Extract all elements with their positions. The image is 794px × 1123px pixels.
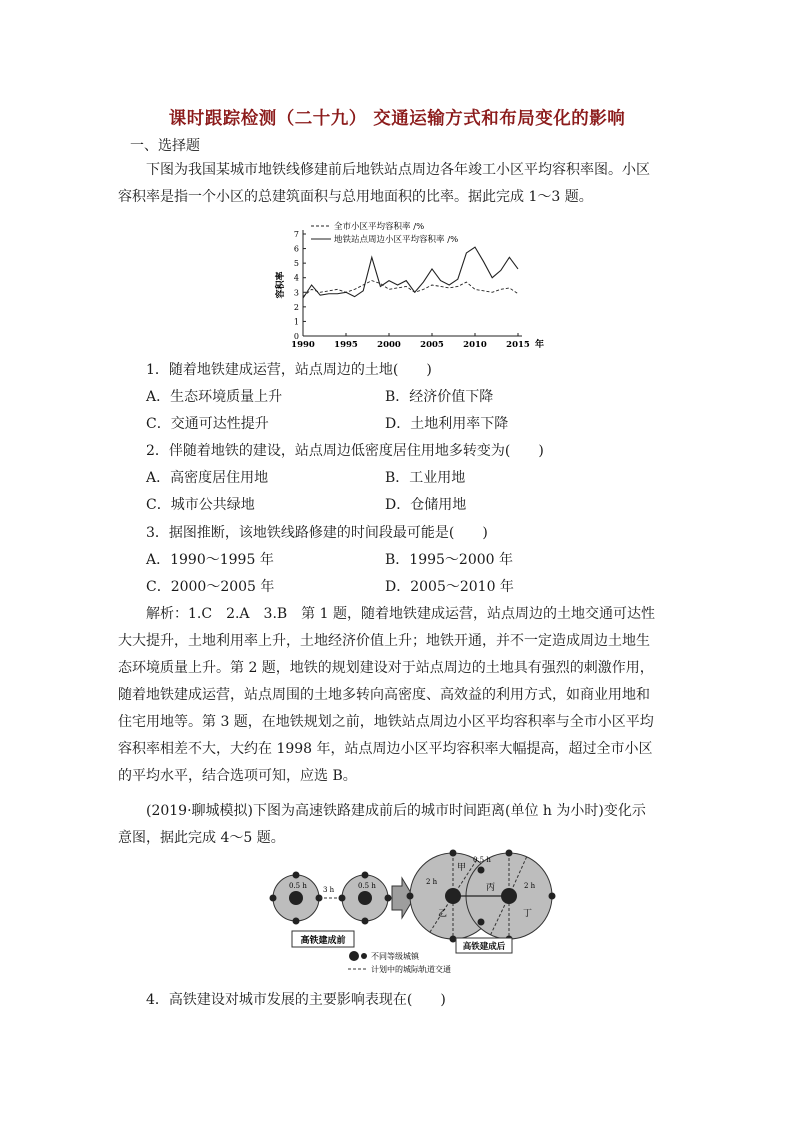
page-title: 课时跟踪检测（二十九） 交通运输方式和布局变化的影响 — [168, 109, 626, 129]
city-jia: 甲 — [457, 863, 467, 873]
after-town-dot — [478, 867, 485, 874]
line-chart — [0, 0, 794, 360]
before-town-dot — [270, 895, 277, 902]
q1-option-a[interactable]: A．生态环境质量上升 — [146, 389, 283, 405]
question-4-stem: 4．高铁建设对城市发展的主要影响表现在( ) — [146, 992, 446, 1008]
section-heading: 一、选择题 — [130, 138, 200, 154]
question-2-stem: 2．伴随着地铁的建设，站点周边低密度居住用地多转变为( ) — [146, 443, 544, 459]
before-label: 高铁建成前 — [300, 936, 346, 946]
y-tick-label: 7 — [293, 230, 299, 239]
y-tick-label: 0 — [293, 332, 299, 341]
x-tick-label: 1990 — [291, 340, 315, 350]
before-center-left — [289, 891, 303, 905]
legend-town-icon — [349, 951, 359, 961]
legend-towns: 不同等级城镇 — [371, 952, 419, 961]
x-tick-label: 2005 — [420, 340, 444, 350]
city-bing: 丙 — [486, 883, 496, 893]
x-axis-label: 年 — [535, 340, 545, 350]
after-left-label: 2 h — [426, 878, 438, 886]
x-tick-label: 1995 — [334, 340, 358, 350]
question-3-stem: 3．据图推断，该地铁线路修建的时间段最可能是( ) — [146, 525, 488, 541]
y-tick-label: 4 — [293, 273, 299, 283]
q3-option-a[interactable]: A．1990～1995 年 — [146, 552, 274, 568]
x-tick-label: 2010 — [463, 340, 487, 350]
q3-option-c[interactable]: C．2000～2005 年 — [146, 579, 275, 595]
after-town-dot — [478, 919, 485, 926]
before-center-right — [358, 891, 372, 905]
before-town-dot — [385, 895, 392, 902]
before-town-dot — [293, 872, 300, 879]
y-tick-label: 2 — [293, 302, 299, 312]
question-1-stem: 1．随着地铁建成运营，站点周边的土地( ) — [146, 362, 432, 378]
city-yi: 乙 — [438, 909, 448, 919]
intro-paragraph-2: (2019·聊城模拟)下图为高速铁路建成前后的城市时间距离(单位 h 为小时)变化示意图，据此完成 4～5 题。 — [118, 803, 646, 846]
y-tick-label: 6 — [293, 244, 299, 254]
after-town-dot — [450, 850, 457, 857]
time-distance-diagram — [0, 848, 794, 988]
after-town-dot — [407, 893, 414, 900]
y-tick-label: 5 — [293, 259, 299, 269]
city-ding: 丁 — [523, 909, 533, 919]
x-tick-label: 2000 — [377, 340, 401, 350]
after-right-label: 2 h — [524, 882, 536, 890]
q1-option-b[interactable]: B．经济价值下降 — [385, 389, 494, 405]
after-town-dot — [506, 850, 513, 857]
before-town-dot — [293, 918, 300, 925]
legend-rail: 计划中的城际轨道交通 — [371, 965, 451, 974]
after-town-dot — [450, 936, 457, 943]
q2-option-b[interactable]: B．工业用地 — [385, 470, 466, 486]
q3-option-b[interactable]: B．1995～2000 年 — [385, 552, 513, 568]
x-tick-label: 2015 — [506, 340, 530, 350]
legend-label-1: 地铁站点周边小区平均容积率 /% — [334, 235, 459, 245]
before-gap-label: 3 h — [323, 886, 335, 894]
after-city-left — [445, 888, 461, 904]
after-town-dot — [549, 893, 556, 900]
after-label: 高铁建成后 — [462, 942, 506, 952]
analysis-paragraph: 解析：1.C 2.A 3.B 第 1 题，随着地铁建成运营，站点周边的土地交通可达性大大提升，土地利用率上升，土地经济价值上升；地铁开通，并不一定造成周边土地生态环境质量上升。第 2 题，地铁的规划建设对于站点周边的土地具有强烈的刺激作用，随着地铁建成运营，站点周围的土地多转向高密度、高效益的利用方式，如商业用地和住宅用地等。第 3 题，在地铁规划之前，地铁站点周边小区平均容积率与全市小区平均容积率相差不大，大约在 1998 年，站点周边小区平均容积率大幅提高，超过全市小区的平均水平，结合选项可知，应选 B。 — [118, 606, 655, 784]
before-radius-left: 0.5 h — [289, 882, 307, 890]
legend-town-icon — [361, 953, 367, 959]
q2-option-a[interactable]: A．高密度居住用地 — [146, 470, 269, 486]
q2-option-c[interactable]: C．城市公共绿地 — [146, 497, 255, 513]
q1-option-d[interactable]: D．土地利用率下降 — [385, 416, 509, 432]
before-radius-right: 0.5 h — [358, 882, 376, 890]
y-tick-label: 3 — [293, 288, 299, 298]
q1-option-c[interactable]: C．交通可达性提升 — [146, 416, 269, 432]
q2-option-d[interactable]: D．仓储用地 — [385, 497, 467, 513]
before-town-dot — [362, 872, 369, 879]
legend-label-0: 全市小区平均容积率 /% — [334, 222, 425, 232]
y-tick-label: 1 — [293, 317, 299, 327]
after-top-label: 0.5 h — [473, 856, 491, 864]
intro-paragraph-1: 下图为我国某城市地铁线修建前后地铁站点周边各年竣工小区平均容积率图。小区容积率是指一个小区的总建筑面积与总用地面积的比率。据此完成 1～3 题。 — [118, 162, 650, 205]
q3-option-d[interactable]: D．2005～2010 年 — [385, 579, 514, 595]
before-town-dot — [362, 918, 369, 925]
y-axis-label: 容积率 — [276, 271, 286, 299]
after-city-right — [501, 888, 517, 904]
series-line-1 — [303, 247, 518, 298]
before-town-dot — [339, 895, 346, 902]
